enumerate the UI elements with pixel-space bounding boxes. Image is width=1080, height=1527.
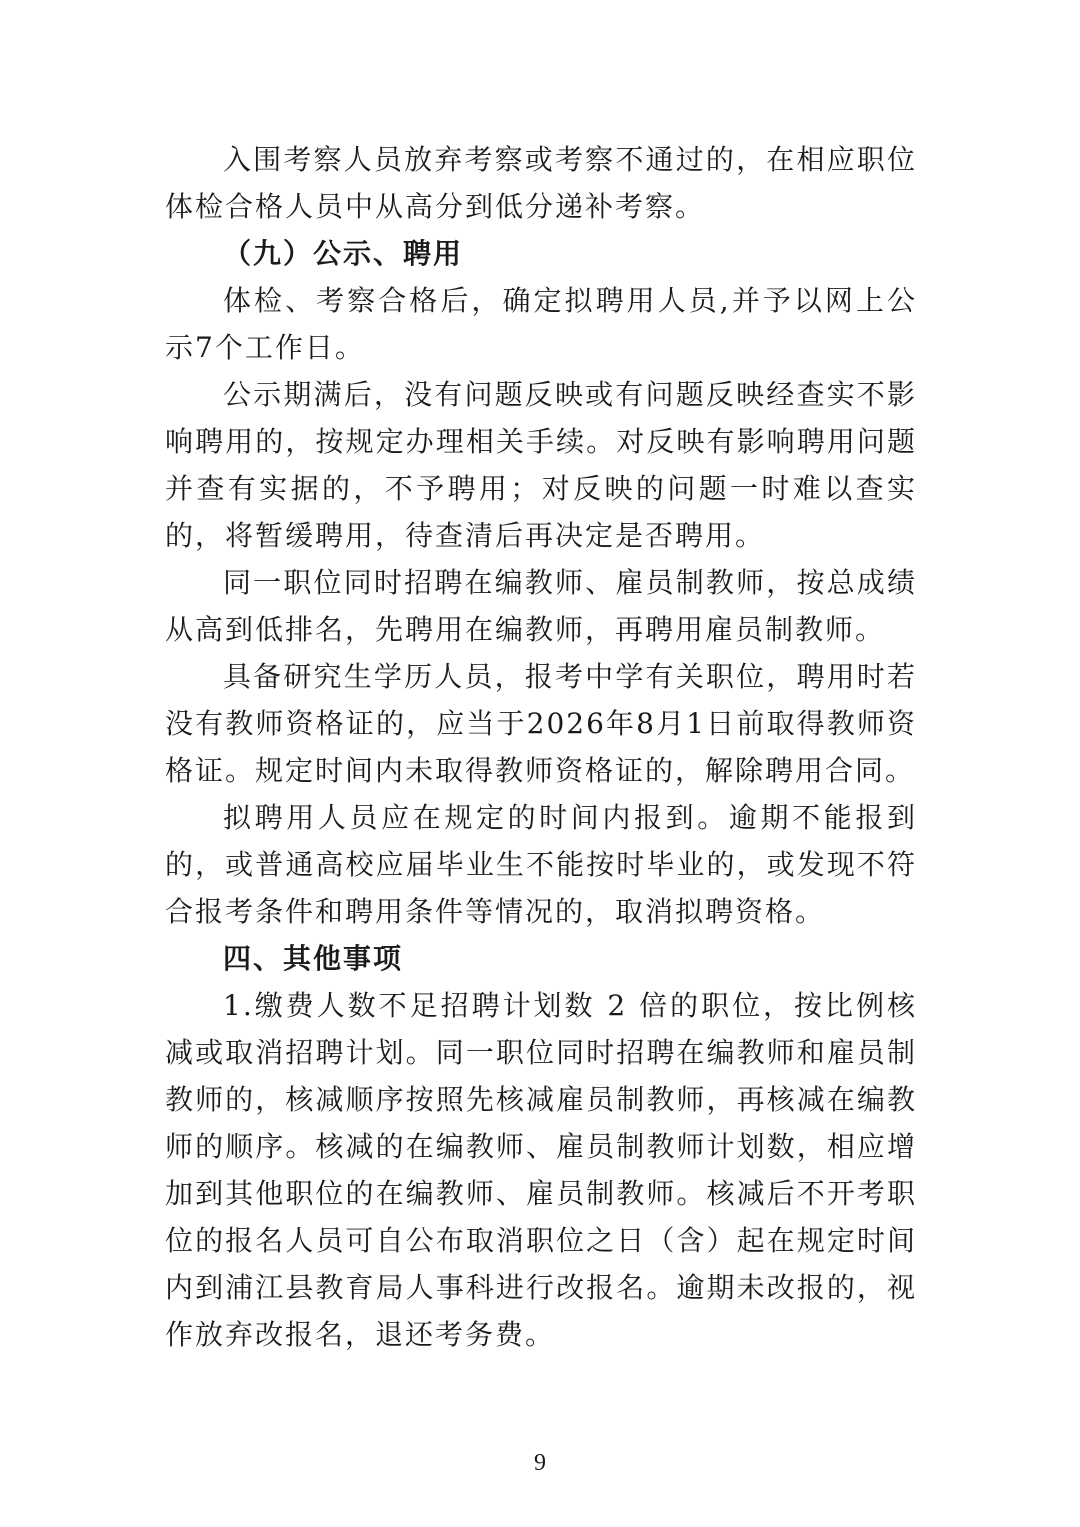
paragraph-plan-reduction: 1.缴费人数不足招聘计划数 2 倍的职位，按比例核减或取消招聘计划。同一职位同时招聘在编教师和雇员制教师的，核减顺序按照先核减雇员制教师，再核减在编教师的顺序。核减的在编教师、雇员制教师计划数，相应增加到其他职位的在编教师、雇员制教师。核减后不开考职位的报名人员可自公布取消职位之日（含）起在规定时间内到浦江县教育局人事科进行改报名。逾期未改报的，视作放弃改报名，退还考务费。 [165, 989, 917, 1351]
section-heading-publicity-hiring: （九）公示、聘用 [223, 237, 464, 270]
paragraph-graduate-certificate: 具备研究生学历人员，报考中学有关职位，聘用时若没有教师资格证的，应当于2026年8月1日前取得教师资格证。规定时间内未取得教师资格证的，解除聘用合同。 [165, 660, 917, 787]
document-body [165, 136, 917, 1358]
page-number: 9 [534, 1450, 546, 1476]
paragraph-ranking-order: 同一职位同时招聘在编教师、雇员制教师，按总成绩从高到低排名，先聘用在编教师，再聘用雇员制教师。 [165, 566, 917, 646]
paragraph-after-publicity: 公示期满后，没有问题反映或有问题反映经查实不影响聘用的，按规定办理相关手续。对反映有影响聘用问题并查有实据的，不予聘用；对反映的问题一时难以查实的，将暂缓聘用，待查清后再决定是否聘用。 [165, 378, 917, 552]
paragraph-replacement-inspection: 入围考察人员放弃考察或考察不通过的，在相应职位体检合格人员中从高分到低分递补考察。 [165, 143, 917, 223]
paragraph-publicity-period: 体检、考察合格后，确定拟聘用人员,并予以网上公示7个工作日。 [165, 284, 917, 364]
section-heading-other-matters: 四、其他事项 [223, 942, 404, 975]
paragraph-report-deadline: 拟聘用人员应在规定的时间内报到。逾期不能报到的，或普通高校应届毕业生不能按时毕业的，或发现不符合报考条件和聘用条件等情况的，取消拟聘资格。 [165, 801, 917, 928]
